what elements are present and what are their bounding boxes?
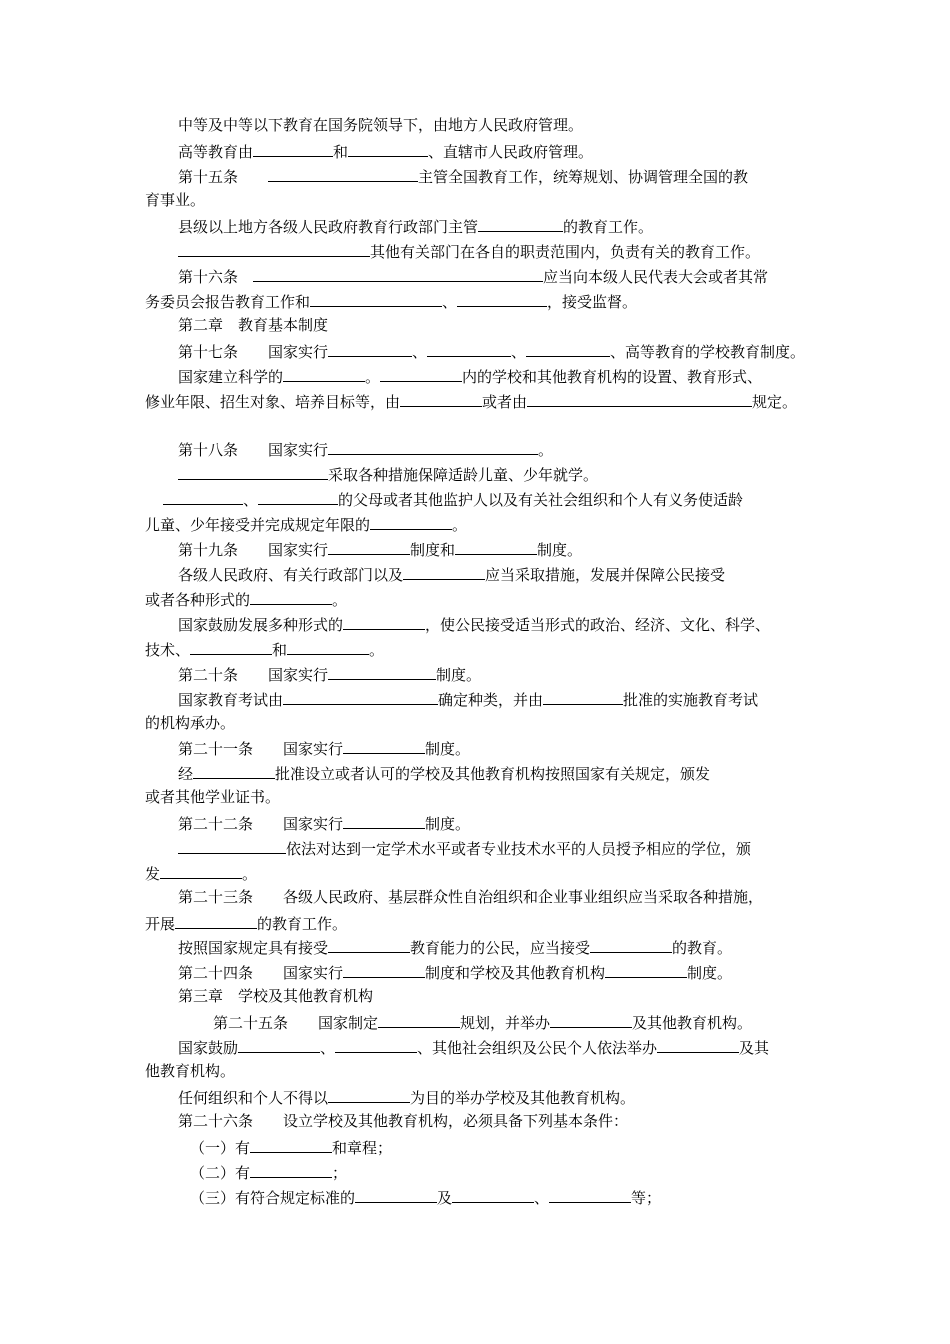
text-line [178,1112,628,1130]
text-segment: ，接受监督。 [547,293,638,311]
text-segment: 。 [332,591,348,609]
text-segment: 规定。 [752,393,798,411]
text-line [178,241,760,261]
text-segment: 、直辖市人民政府管理。 [428,143,594,161]
fill-in-blank[interactable] [268,166,418,182]
fill-in-blank[interactable] [335,1037,417,1053]
text-line [178,937,732,957]
text-segment: 务委员会报告教育工作和 [145,293,311,311]
text-segment: 应当采取措施，发展并保障公民接受 [485,566,726,584]
text-segment: 技术、 [145,641,191,659]
text-segment: 儿童、少年接受并完成规定年限的 [145,516,371,534]
fill-in-blank[interactable] [328,439,538,455]
text-segment: 的教育工作。 [257,915,348,933]
text-line [178,888,763,906]
text-line [178,166,748,186]
text-segment: 第十九条 国家实行 [178,541,329,559]
text-segment: 经 [178,765,194,783]
text-segment: 第二章 教育基本制度 [178,316,329,334]
text-line [178,116,583,134]
fill-in-blank[interactable] [457,291,547,307]
text-segment: 及其 [739,1039,770,1057]
text-segment: 及其他教育机构。 [632,1014,753,1032]
text-line [190,1187,661,1207]
text-segment: 或者由 [482,393,528,411]
fill-in-blank[interactable] [160,863,242,879]
text-line [178,141,593,161]
text-segment: 的教育工作。 [563,218,654,236]
text-segment: 、 [320,1039,336,1057]
fill-in-blank[interactable] [526,341,610,357]
fill-in-blank[interactable] [283,366,365,382]
text-segment: 中等及中等以下教育在国务院领导下，由地方人民政府管理。 [178,116,584,134]
text-segment: 应当向本级人民代表大会或者其常 [543,268,769,286]
text-line [145,291,637,311]
text-segment: 制度。 [687,964,733,982]
text-line [178,564,725,584]
text-line [178,1037,769,1057]
fill-in-blank[interactable] [605,962,687,978]
text-segment: 第二十四条 国家实行 [178,964,344,982]
text-segment: 教育能力的公民，应当接受 [410,939,591,957]
text-segment: 规划，并举办 [460,1014,551,1032]
text-segment: 制度。 [537,541,583,559]
fill-in-blank[interactable] [250,1137,332,1153]
fill-in-blank[interactable] [343,614,425,630]
text-segment: 开展 [145,915,176,933]
text-segment: 制度。 [436,666,482,684]
fill-in-blank[interactable] [452,1187,534,1203]
text-segment: 。 [452,516,468,534]
text-segment: 任何组织和个人不得以 [178,1089,329,1107]
text-line [145,639,384,659]
fill-in-blank[interactable] [549,1187,631,1203]
text-segment: 制度。 [425,740,471,758]
text-segment: 第二十三条 各级人民政府、基层群众性自治组织和企业事业组织应当采取各种措施， [178,888,764,906]
text-line [178,987,373,1005]
text-segment: 为目的举办学校及其他教育机构。 [410,1089,636,1107]
text-line [178,366,762,386]
text-segment: 育事业。 [145,191,206,209]
text-segment: 等； [631,1189,662,1207]
fill-in-blank[interactable] [178,241,370,257]
fill-in-blank[interactable] [378,1012,460,1028]
text-line [178,838,751,858]
fill-in-blank[interactable] [657,1037,739,1053]
fill-in-blank[interactable] [253,266,543,282]
text-segment: 、 [511,343,527,361]
text-segment: 。 [369,641,385,659]
fill-in-blank[interactable] [427,341,511,357]
text-segment: 国家建立科学的 [178,368,284,386]
fill-in-blank[interactable] [287,639,369,655]
text-segment: 的机构承办。 [145,714,236,732]
text-line [178,316,328,334]
text-line [145,913,347,933]
text-segment: 的教育。 [672,939,733,957]
text-segment: 。 [242,865,258,883]
text-segment: 、 [243,491,259,509]
text-segment: 或者各种形式的 [145,591,251,609]
fill-in-blank[interactable] [258,489,338,505]
text-line [145,391,797,411]
text-segment: 第十五条 [178,168,269,186]
fill-in-blank[interactable] [527,391,752,407]
text-segment: 各级人民政府、有关行政部门以及 [178,566,404,584]
text-segment: 和 [333,143,349,161]
text-segment: 制度。 [425,815,471,833]
fill-in-blank[interactable] [400,391,482,407]
text-line [178,614,770,634]
fill-in-blank[interactable] [310,291,442,307]
text-line [145,788,280,806]
text-segment: 制度和学校及其他教育机构 [425,964,606,982]
fill-in-blank[interactable] [250,1162,332,1178]
text-segment: ，使公民接受适当形式的政治、经济、文化、科学、 [425,616,771,634]
fill-in-blank[interactable] [328,539,410,555]
text-segment: ； [332,1164,348,1182]
text-segment: 按照国家规定具有接受 [178,939,329,957]
text-line [178,664,481,684]
text-segment: 主管全国教育工作，统筹规划、协调管理全国的教 [418,168,749,186]
text-line [178,962,732,982]
text-segment: 其他有关部门在各自的职责范围内，负责有关的教育工作。 [370,243,761,261]
text-line [178,813,470,833]
text-segment: 国家鼓励发展多种形式的 [178,616,344,634]
text-segment: 、 [442,293,458,311]
text-line [163,489,743,509]
text-line [178,763,710,783]
text-segment: 第十七条 国家实行 [178,343,329,361]
text-segment: 第二十六条 设立学校及其他教育机构，必须具备下列基本条件： [178,1112,629,1130]
fill-in-blank[interactable] [190,639,272,655]
text-segment: 的父母或者其他监护人以及有关社会组织和个人有义务使适龄 [338,491,744,509]
text-segment: 第三章 学校及其他教育机构 [178,987,374,1005]
text-segment: 批准设立或者认可的学校及其他教育机构按照国家有关规定，颁发 [275,765,711,783]
text-line [178,341,805,361]
text-line [145,191,205,209]
text-segment: 高等教育由 [178,143,254,161]
text-line [178,539,582,559]
fill-in-blank[interactable] [403,564,485,580]
fill-in-blank[interactable] [543,689,623,705]
fill-in-blank[interactable] [343,738,425,754]
text-segment: 第二十二条 国家实行 [178,815,344,833]
text-segment: 县级以上地方各级人民政府教育行政部门主管 [178,218,479,236]
text-line [145,514,467,534]
text-line [178,1087,635,1107]
fill-in-blank[interactable] [328,341,412,357]
text-segment: 或者其他学业证书。 [145,788,281,806]
text-line [145,863,257,883]
fill-in-blank[interactable] [478,216,563,232]
text-segment: （三）有符合规定标准的 [190,1189,356,1207]
text-segment: 第二十条 国家实行 [178,666,329,684]
fill-in-blank[interactable] [163,489,243,505]
text-line [190,1162,347,1182]
text-segment: 和 [272,641,288,659]
text-line [178,689,758,709]
fill-in-blank[interactable] [328,1087,410,1103]
text-line [178,439,553,459]
text-line [190,1137,392,1157]
fill-in-blank[interactable] [355,1187,437,1203]
text-segment: 第二十一条 国家实行 [178,740,344,758]
fill-in-blank[interactable] [550,1012,632,1028]
text-line [178,216,653,236]
text-segment: 确定种类，并由 [438,691,544,709]
text-segment: 、 [534,1189,550,1207]
text-segment: 第十六条 [178,268,254,286]
text-segment: 第十八条 国家实行 [178,441,329,459]
fill-in-blank[interactable] [380,366,462,382]
fill-in-blank[interactable] [343,813,425,829]
text-segment: 国家教育考试由 [178,691,284,709]
text-segment: 他教育机构。 [145,1062,236,1080]
text-line [145,589,347,609]
fill-in-blank[interactable] [343,962,425,978]
text-segment: 批准的实施教育考试 [623,691,759,709]
text-segment: 、 [412,343,428,361]
text-segment: 、其他社会组织及公民个人依法举办 [417,1039,658,1057]
text-segment: 和章程； [332,1139,393,1157]
text-line [178,464,598,484]
fill-in-blank[interactable] [250,589,332,605]
text-line [178,738,470,758]
fill-in-blank[interactable] [238,1037,320,1053]
text-segment: 内的学校和其他教育机构的设置、教育形式、 [462,368,763,386]
text-segment: 采取各种措施保障适龄儿童、少年就学。 [328,466,599,484]
fill-in-blank[interactable] [370,514,452,530]
text-segment: （二）有 [190,1164,251,1182]
fill-in-blank[interactable] [283,689,438,705]
fill-in-blank[interactable] [348,141,428,157]
text-segment: 发 [145,865,161,883]
text-segment: 国家鼓励 [178,1039,239,1057]
text-segment: 及 [437,1189,453,1207]
text-line [145,714,235,732]
text-line [213,1012,752,1032]
fill-in-blank[interactable] [455,539,537,555]
fill-in-blank[interactable] [178,838,286,854]
text-segment: 制度和 [410,541,456,559]
text-line [145,1062,235,1080]
text-segment: 依法对达到一定学术水平或者专业技术水平的人员授予相应的学位，颁 [286,840,752,858]
fill-in-blank[interactable] [193,763,275,779]
text-line [178,266,768,286]
text-segment: （一）有 [190,1139,251,1157]
fill-in-blank[interactable] [178,464,328,480]
text-segment: 。 [538,441,554,459]
text-segment: 修业年限、招生对象、培养目标等，由 [145,393,401,411]
fill-in-blank[interactable] [253,141,333,157]
text-segment: 、高等教育的学校教育制度。 [610,343,806,361]
text-segment: 。 [365,368,381,386]
fill-in-blank[interactable] [328,664,436,680]
fill-in-blank[interactable] [175,913,257,929]
text-segment: 第二十五条 国家制定 [213,1014,379,1032]
fill-in-blank[interactable] [328,937,410,953]
fill-in-blank[interactable] [590,937,672,953]
